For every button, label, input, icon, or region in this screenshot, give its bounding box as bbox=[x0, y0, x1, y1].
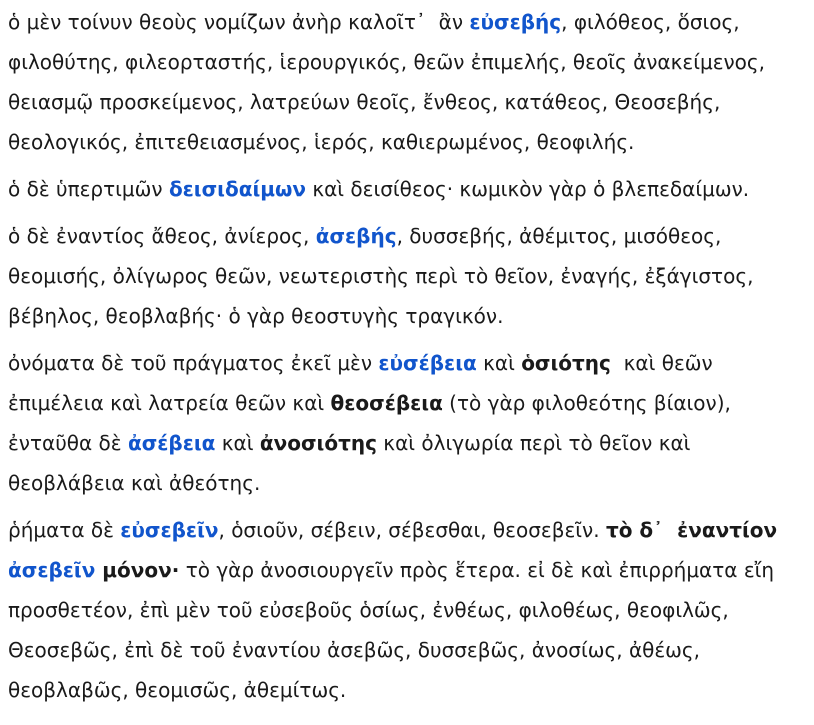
text-run: καὶ bbox=[215, 431, 260, 455]
bold-text-run: ἀνοσιότης bbox=[259, 431, 377, 455]
text-link[interactable]: ἀσέβεια bbox=[127, 431, 216, 455]
text-run: , δυσσεβής, ἀθέμιτος, μισόθεος, θεομισής, ὀλίγωρος θεῶν, νεωτεριστὴς περὶ τὸ θεῖον, ἐναγής, ἐξάγιστος, βέβηλος, θεοβλαβής· ὁ γὰρ θεοστυγὴς τραγικόν. bbox=[8, 224, 754, 328]
greek-paragraph bbox=[8, 216, 806, 336]
greek-paragraph bbox=[8, 510, 806, 710]
text-run: ῥήματα δὲ bbox=[8, 518, 121, 542]
text-run: καὶ θεῶν ἐπιμέλεια καὶ λατρεία θεῶν καὶ bbox=[8, 351, 713, 415]
text-link[interactable]: εὐσεβής bbox=[469, 10, 562, 34]
text-run: , φιλόθεος, ὅσιος, φιλοθύτης, φιλεορταστής, ἱερουργικός, θεῶν ἐπιμελής, θεοῖς ἀνακείμενος, θειασμῷ προσκείμενος, λατρεύων θεοῖς, ἔνθεος, κατάθεος, Θεοσεβής, θεολογικός, ἐπιτεθειασμένος, ἱερός, καθιερωμένος, θεοφιλής. bbox=[8, 10, 766, 154]
text-link[interactable]: εὐσεβεῖν bbox=[120, 518, 219, 542]
text-run: καὶ δεισίθεος· κωμικὸν γὰρ ὁ βλεπεδαίμων. bbox=[305, 177, 750, 201]
text-run: καὶ ὀλιγωρία περὶ τὸ θεῖον καὶ θεοβλάβεια καὶ ἀθεότης. bbox=[8, 431, 691, 495]
bold-text-run: τὸ δ᾽ ἐναντίον bbox=[605, 518, 778, 542]
text-run: , ὁσιοῦν, σέβειν, σέβεσθαι, θεοσεβεῖν. bbox=[218, 518, 606, 542]
text-run: τὸ γὰρ ἀνοσιουργεῖν πρὸς ἕτερα. εἰ δὲ καὶ ἐπιρρήματα εἴη προσθετέον, ἐπὶ μὲν τοῦ εὐσεβοῦς ὁσίως, ἐνθέως, φιλοθέως, θεοφιλῶς, Θεοσεβῶς, ἐπὶ δὲ τοῦ ἐναντίου ἀσεβῶς, δυσσεβῶς, ἀνοσίως, ἀθέως, θεοβλαβῶς, θεομισῶς, ἀθεμίτως. bbox=[8, 558, 775, 702]
text-link[interactable]: ἀσεβής bbox=[315, 224, 397, 248]
bold-text-run: θεοσέβεια bbox=[330, 391, 443, 415]
text-run: ὁ δὲ ὑπερτιμῶν bbox=[8, 177, 169, 201]
text-run: ὀνόματα δὲ τοῦ πράγματος ἐκεῖ μὲν bbox=[8, 351, 379, 375]
text-run: καὶ bbox=[476, 351, 522, 375]
text-link[interactable]: δεισιδαίμων bbox=[168, 177, 306, 201]
text-link[interactable]: ἀσεβεῖν bbox=[8, 558, 96, 582]
greek-paragraph bbox=[8, 343, 806, 503]
text-run: ὁ μὲν τοίνυν θεοὺς νομίζων ἀνὴρ καλοῖτ᾽ ἂν bbox=[8, 10, 470, 34]
text-run: (τὸ γὰρ φιλοθεότης βίαιον), ἐνταῦθα δὲ bbox=[8, 391, 731, 455]
bold-text-run: ὁσιότης bbox=[521, 351, 611, 375]
greek-paragraph bbox=[8, 169, 806, 209]
text-link[interactable]: εὐσέβεια bbox=[378, 351, 477, 375]
text-run: ὁ δὲ ἐναντίος ἄθεος, ἀνίερος, bbox=[8, 224, 316, 248]
greek-paragraph bbox=[8, 2, 806, 162]
bold-text-run: μόνον· bbox=[95, 558, 180, 582]
